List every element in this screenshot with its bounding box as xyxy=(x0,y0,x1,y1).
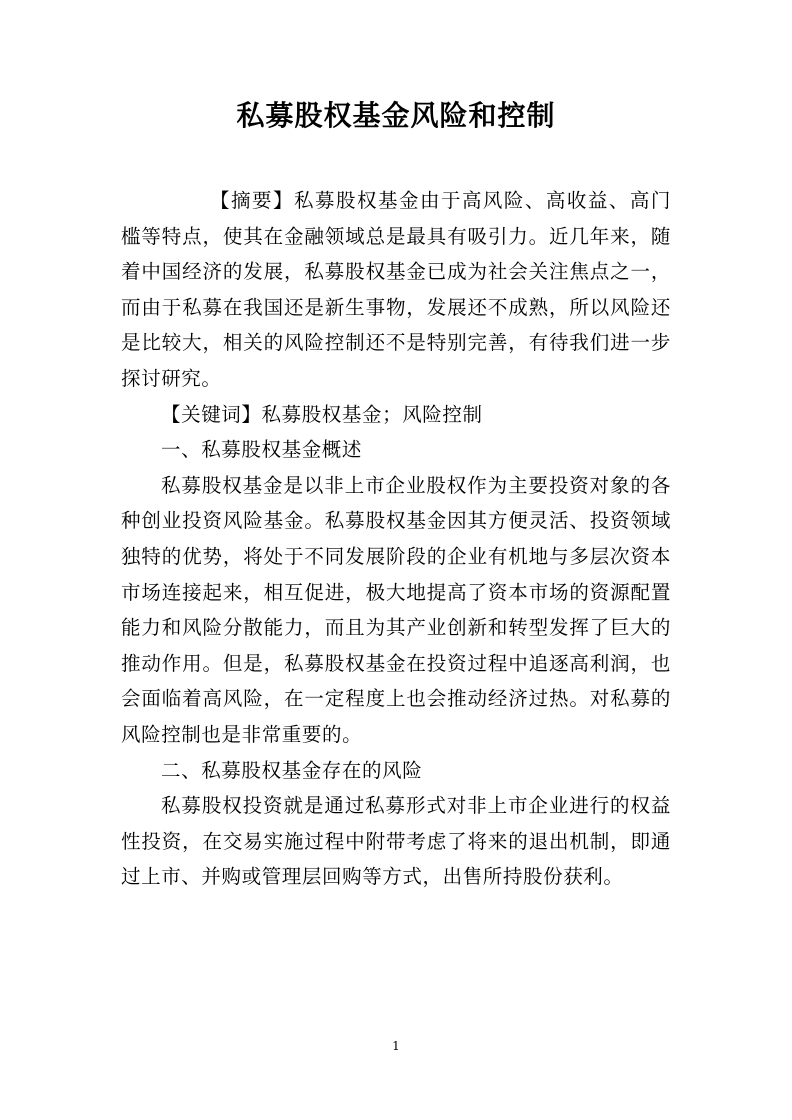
keywords-paragraph: 【关键词】私募股权基金；风险控制 xyxy=(161,402,483,426)
section-2-heading: 二、私募股权基金存在的风险 xyxy=(161,758,423,782)
section-1-heading: 一、私募股权基金概述 xyxy=(161,438,363,462)
document-title: 私募股权基金风险和控制 xyxy=(236,99,556,132)
section-1-paragraph: 私募股权基金是以非上市企业股权作为主要投资对象的各种创业投资风险基金。私募股权基金因其方便灵活、投资领域独特的优势，将处于不同发展阶段的企业有机地与多层次资本市场连接起来，相互促进，极大地提高了资本市场的资源配置能力和风险分散能力，而且为其产业创新和转型发挥了巨大的推动作用。但是，私募股权基金在投资过程中追逐高利润，也会面临着高风险，在一定程度上也会推动经济过热。对私募的风险控制也是非常重要的。 xyxy=(121,473,671,746)
abstract-paragraph: 【摘要】私募股权基金由于高风险、高收益、高门槛等特点，使其在金融领域总是最具有吸引力。近几年来，随着中国经济的发展，私募股权基金已成为社会关注焦点之一，而由于私募在我国还是新生事物，发展还不成熟，所以风险还是比较大，相关的风险控制还不是特别完善，有待我们进一步探讨研究。 xyxy=(121,189,671,390)
section-2-paragraph: 私募股权投资就是通过私募形式对非上市企业进行的权益性投资，在交易实施过程中附带考虑了将来的退出机制，即通过上市、并购或管理层回购等方式，出售所持股份获利。 xyxy=(121,794,671,889)
page-number: 1 xyxy=(392,1039,400,1053)
document-body xyxy=(121,183,671,895)
